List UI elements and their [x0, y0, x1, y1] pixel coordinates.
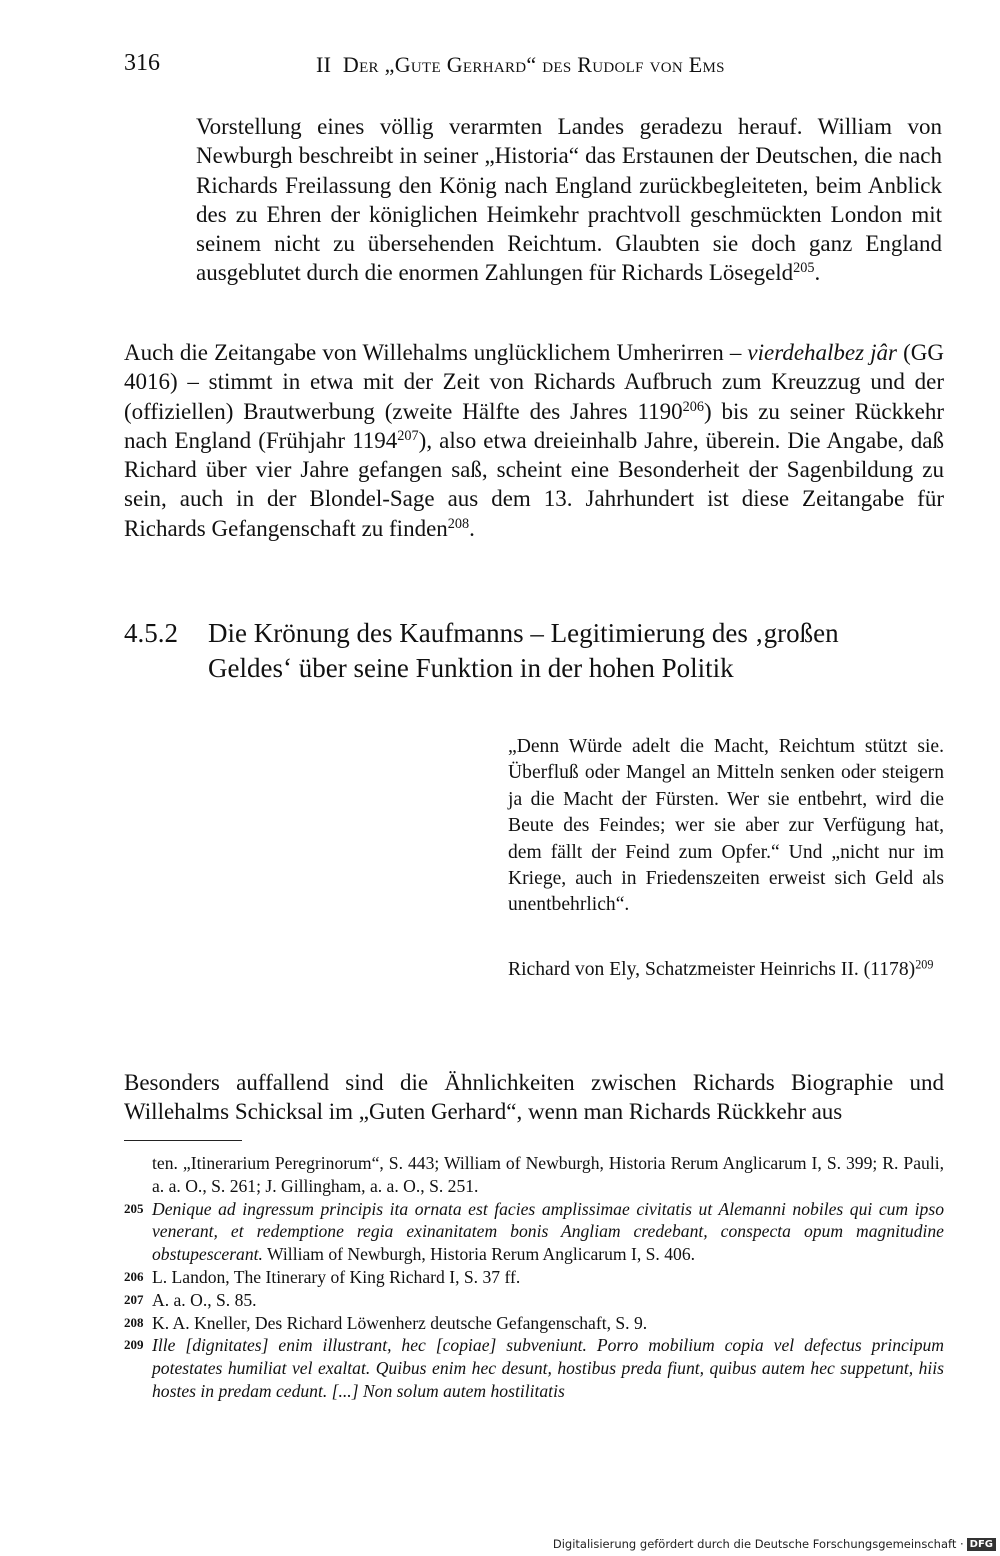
- footnote-latin-quote: Denique ad ingressum principis ita ornata est facies amplissimae civitatis ut Alemanni nobiles qui cum ipso venerant, et redemptione regia exinanitatem bonis Angliam credebant, conspecta opum magnitudine obstupescerant.: [152, 1198, 944, 1265]
- running-head: [316, 52, 725, 78]
- footnote-citation: William of Newburgh, Historia Rerum Anglicarum I, S. 406.: [262, 1244, 696, 1265]
- footnote-206: [124, 1266, 944, 1289]
- footnote-208: [124, 1312, 944, 1335]
- page-header: [124, 50, 944, 86]
- footnote-number: 208: [124, 1314, 144, 1330]
- footnote-continuation: [124, 1152, 944, 1198]
- paragraph-text: Vorstellung eines völlig verarmten Landes geradezu herauf. William von Newburgh beschreibt in seiner „Historia“ das Erstaunen der Deutschen, die nach Richards Freilassung den König nach England zurückbegleiteten, beim Anblick des zu Ehren der königlichen Heimkehr prachtvoll geschmückten London mit seinem nicht zu übersehenden Reichtum. Glaubten sie doch ganz England ausgeblutet durch die enormen Zahlungen für Richards Lösegeld: [196, 114, 942, 286]
- epigraph-quote: „Denn Würde adelt die Macht, Reichtum stützt sie. Überfluß oder Mangel an Mitteln senken oder steigern ja die Macht der Fürsten. Wer sie entbehrt, wird die Beute des Feindes; wer sie aber zur Verfügung hat, dem fällt der Feind zum Opfer.“ Und „nicht nur im Kriege, auch in Friedenszeiten erweist sich Geld als unentbehrlich“.: [508, 736, 944, 916]
- footnote-ref-209: 209: [915, 957, 934, 972]
- paragraph-text: ) bis zu seiner Rückkehr nach England (Frühjahr 1194: [124, 398, 944, 453]
- section-number: 4.5.2: [124, 618, 178, 648]
- footnote-ref-206: 206: [682, 398, 704, 415]
- paragraph-end: .: [814, 260, 821, 286]
- credit-text: Digitalisierung gefördert durch die Deutsche Forschungsgemeinschaft ·: [552, 1537, 964, 1551]
- footnote-text: K. A. Kneller, Des Richard Löwenherz deutsche Gefangenschaft, S. 9.: [152, 1312, 648, 1333]
- footnote-207: [124, 1289, 944, 1312]
- body-paragraph-3: Besonders auffallend sind die Ähnlichkeiten zwischen Richards Biographie und Willehalms Schicksal im „Guten Gerhard“, wenn man Richards Rückkehr aus: [124, 1070, 944, 1125]
- footnote-text: A. a. O., S. 85.: [152, 1289, 257, 1310]
- running-head-title: Der „Gute Gerhard“ des Rudolf von Ems: [342, 52, 725, 77]
- footnotes: [124, 1152, 944, 1403]
- footnote-number: 205: [124, 1200, 144, 1216]
- footnote-number: 209: [124, 1337, 144, 1353]
- footnote-ref-207: 207: [397, 428, 419, 445]
- footnote-209: [124, 1334, 944, 1402]
- paragraph-text: ), also etwa dreieinhalb Jahre, überein. Die Angabe, daß Richard über vier Jahre gefangen saß, scheint eine Besonderheit der Sagenbildung zu sein, auch in der Blondel-Sage aus dem 13. Jahrhundert ist diese Zeitangabe für Richards Gefangenschaft zu finden: [124, 427, 944, 541]
- dfg-logo: DFG: [967, 1538, 996, 1551]
- paragraph-text: (GG 4016) – stimmt in etwa mit der Zeit von Richards Aufbruch zum Kreuzzug und der (offiziellen) Brautwerbung (zweite Hälfte des Jahres 1190: [124, 340, 944, 424]
- page-number: 316: [124, 50, 160, 76]
- footnote-text: [152, 1199, 944, 1265]
- footnote-ref-208: 208: [447, 515, 470, 532]
- italic-quotation: vierdehalbez jâr: [747, 340, 898, 365]
- paragraph-text: Auch die Zeitangabe von Willehalms unglücklichem Umherirren –: [124, 340, 748, 365]
- section-title-line-2: Geldes‘ über seine Funktion in der hohen Politik: [208, 653, 734, 683]
- paragraph-end: .: [469, 515, 475, 541]
- body-paragraph-1: [196, 112, 942, 288]
- footnote-separator: [124, 1140, 242, 1141]
- running-head-chapter: II: [316, 52, 332, 77]
- footnote-text: L. Landon, The Itinerary of King Richard I, S. 37 ff.: [152, 1266, 521, 1287]
- attribution-text: Richard von Ely, Schatzmeister Heinrichs II. (1178): [508, 959, 916, 980]
- epigraph-attribution: [508, 957, 944, 983]
- footnote-205: [124, 1198, 944, 1266]
- section-title-line-1: Die Krönung des Kaufmanns – Legitimierung des ‚großen: [208, 618, 839, 648]
- footnote-number: 207: [124, 1291, 144, 1307]
- footnote-latin-quote: Ille [dignitates] enim illustrant, hec [copiae] subveniunt. Porro mobilium copia vel defectus principum potestates humiliat vel exaltat. Quibus enim hec desunt, hostibus preda fiunt, quibus autem hec suppetunt, hiis hostes in predam cedunt. [...] Non solum autem hostilitatis: [152, 1335, 944, 1401]
- footnote-text: ten. „Itinerarium Peregrinorum“, S. 443; William of Newburgh, Historia Rerum Anglicarum I, S. 399; R. Pauli, a. a. O., S. 261; J. Gillingham, a. a. O., S. 251.: [152, 1153, 944, 1196]
- digitization-credit: [553, 1537, 996, 1551]
- body-paragraph-2: [124, 338, 944, 543]
- footnote-number: 206: [124, 1268, 144, 1284]
- footnote-ref-205: 205: [793, 260, 815, 277]
